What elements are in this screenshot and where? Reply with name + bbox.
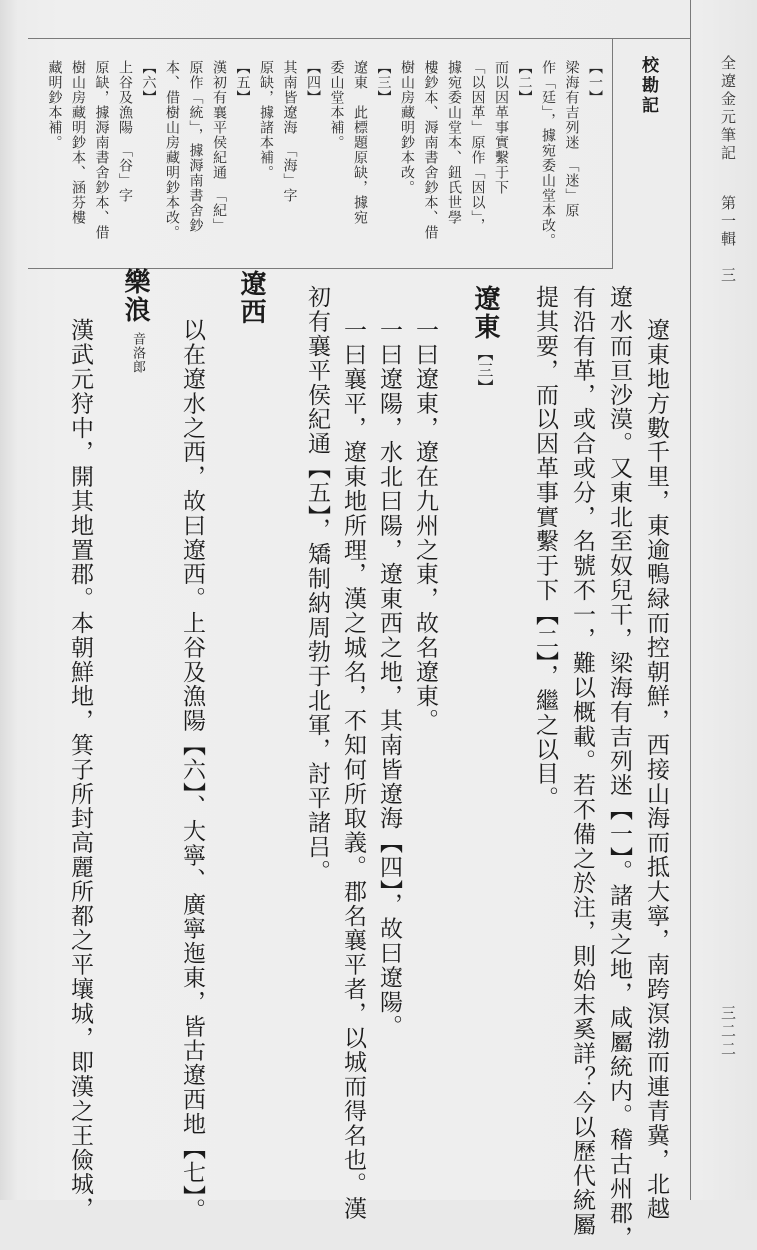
note-line: 【六】	[140, 60, 157, 105]
body-line: 初有襄平侯紀通【五】，矯制納周勃于北軍，討平諸吕。	[304, 285, 330, 884]
note-line: 藏明鈔本補。	[46, 60, 63, 150]
section-title-lelang: 樂浪	[120, 268, 150, 324]
section-sub-lelang: 音洛郎	[130, 332, 145, 374]
note-line: 【四】	[305, 60, 321, 105]
note-line: 其南皆遼海 「海」字	[281, 60, 298, 203]
body-line: 遼水而亘沙漠。又東北至奴兒干，梁海有吉列迷【一】。諸夷之地，咸屬統内。稽古州郡，	[606, 285, 632, 1250]
body-line: 提其要，而以因革事實繫于下【二】，繼之以目。	[532, 285, 558, 811]
notes-heading: 校勘記	[638, 56, 658, 116]
note-line: 【二】	[516, 60, 533, 105]
note-line: 【一】	[587, 60, 603, 105]
note-line: 樹山房藏明鈔本改。	[399, 60, 415, 195]
book-title: 全遼金元筆記	[719, 55, 737, 163]
body-line: 以在遼水之西，故曰遼西。上谷及漁陽【六】、大寧、廣寧迤東，皆古遼西地【七】。	[179, 318, 205, 1223]
note-line: 而以因革事實繫于下	[493, 60, 509, 195]
notes-bottom-rule	[28, 268, 613, 269]
section-title-liaodong: 遼東	[470, 285, 500, 341]
note-line: 作「廷」，據宛委山堂本改。	[540, 60, 556, 248]
top-rule	[28, 38, 690, 39]
page-number: 三二二	[719, 1005, 737, 1059]
body-line: 一曰襄平，遼東地所理，漢之城名，不知何所取義。郡名襄平者，以城而得名也。漢	[340, 318, 366, 1221]
note-line: 原缺，據諸本補。	[258, 60, 274, 180]
note-line: 梁海有吉列迷 「迷」原	[563, 60, 580, 218]
note-line: 【五】	[234, 60, 251, 105]
note-line: 樹山房藏明鈔本、涵芬樓	[70, 60, 86, 225]
header-divider	[690, 0, 691, 1200]
note-line: 漢初有襄平侯紀通 「紀」	[211, 60, 227, 233]
volume-label: 第一輯 三	[719, 195, 737, 285]
note-line: 遼東 此標題原缺，據宛	[352, 60, 368, 225]
section-mark-liaodong: 【三】	[475, 345, 494, 396]
note-line: 原缺，據溽南書舍鈔本、借	[93, 60, 110, 240]
note-line: 據宛委山堂本、鈕氏世學	[446, 60, 462, 225]
body-line: 一曰遼東，遼在九州之東，故名遼東。	[412, 318, 438, 733]
body-line: 遼東地方數千里，東逾鴨緑而控朝鮮，西接山海而抵大寧，南跨溟渤而連青冀，北越	[643, 318, 669, 1221]
notes-divider	[612, 38, 613, 268]
section-title-liaoxi: 遼西	[236, 270, 266, 326]
note-line: 【三】	[375, 60, 392, 105]
note-line: 樓鈔本、溽南書舍鈔本、借	[422, 60, 439, 240]
note-line: 本、借樹山房藏明鈔本改。	[164, 60, 180, 240]
body-line: 一曰遼陽，水北曰陽，遼東西之地，其南皆遼海【四】，故曰遼陽。	[376, 318, 402, 1039]
note-line: 「以因革」原作「因以」，	[469, 60, 486, 233]
note-line: 委山堂本補。	[328, 60, 345, 150]
note-line: 上谷及漁陽 「谷」字	[117, 60, 133, 203]
note-line: 原作「統」，據溽南書舍鈔	[187, 60, 204, 233]
body-line: 漢武元狩中，開其地置郡。本朝鮮地，箕子所封高麗所都之平壤城，即漢之王儉城，	[67, 318, 93, 1221]
body-line: 有沿有革，或合或分，名號不一，難以概載。若不備之於注，則始末奚詳？今以歷代統屬	[569, 285, 595, 1237]
